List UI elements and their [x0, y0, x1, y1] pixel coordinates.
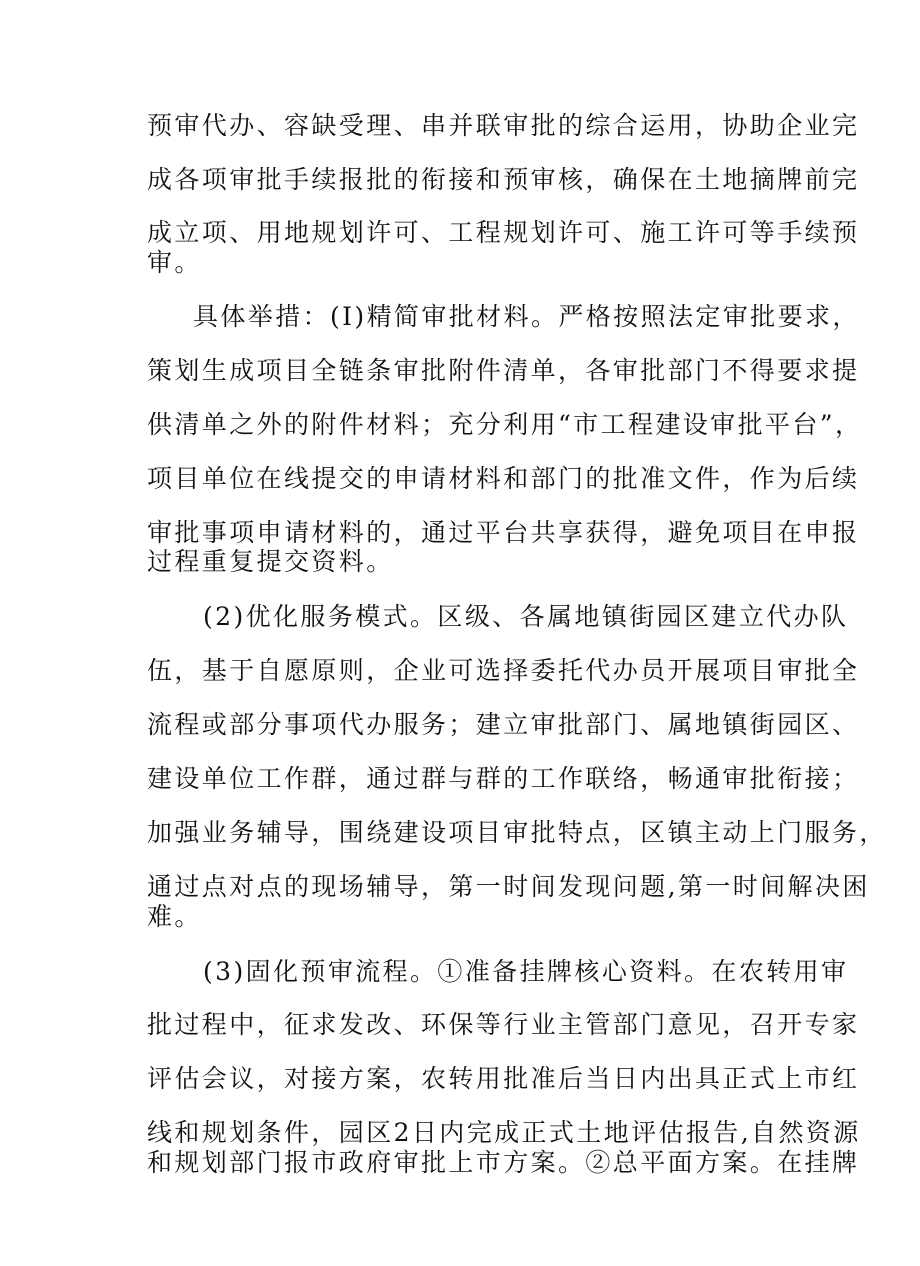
text-line: 流程或部分事项代办服务；建立审批部门、属地镇街园区、 — [147, 710, 860, 739]
text-line: 建设单位工作群，通过群与群的工作联络，畅通审批衔接； — [147, 764, 860, 793]
text-line: 项目单位在线提交的申请材料和部门的批准文件，作为后续 — [147, 464, 860, 493]
text-line: 策划生成项目全链条审批附件清单，各审批部门不得要求提 — [147, 356, 860, 385]
text-line: 评估会议，对接方案，农转用批准后当日内出具正式上市红 — [147, 1064, 860, 1093]
text-line: 和规划部门报市政府审批上市方案。②总平面方案。在挂牌 — [147, 1148, 860, 1177]
text-line: (3)固化预审流程。①准备挂牌核心资料。在农转用审 — [203, 957, 849, 986]
text-line: 线和规划条件，园区2日内完成正式土地评估报告,自然资源 — [147, 1118, 861, 1147]
text-line: 批过程中，征求发改、环保等行业主管部门意见，召开专家 — [147, 1010, 860, 1039]
text-line: 审批事项申请材料的，通过平台共享获得，避免项目在申报 — [147, 518, 860, 547]
text-line: 加强业务辅导，围绕建设项目审批特点，区镇主动上门服务， — [147, 818, 887, 847]
text-line: 成立项、用地规划许可、工程规划许可、施工许可等手续预 — [147, 218, 860, 247]
text-line: 过程重复提交资料。 — [147, 547, 394, 576]
text-line: 成各项审批手续报批的衔接和预审核，确保在土地摘牌前完 — [147, 165, 860, 194]
text-line: (2)优化服务模式。区级、各属地镇街园区建立代办队 — [203, 602, 849, 631]
text-line: 预审代办、容缺受理、串并联审批的综合运用，协助企业完 — [147, 111, 860, 140]
text-line: 通过点对点的现场辅导，第一时间发现问题,第一时间解决困 — [147, 872, 870, 901]
text-line: 供清单之外的附件材料；充分利用“市工程建设审批平台”， — [147, 410, 863, 439]
text-line: 审。 — [147, 248, 202, 277]
text-line: 伍，基于自愿原则，企业可选择委托代办员开展项目审批全 — [147, 656, 860, 685]
text-line: 具体举措：(I)精简审批材料。严格按照法定审批要求， — [193, 302, 860, 331]
text-line: 难。 — [147, 902, 202, 931]
